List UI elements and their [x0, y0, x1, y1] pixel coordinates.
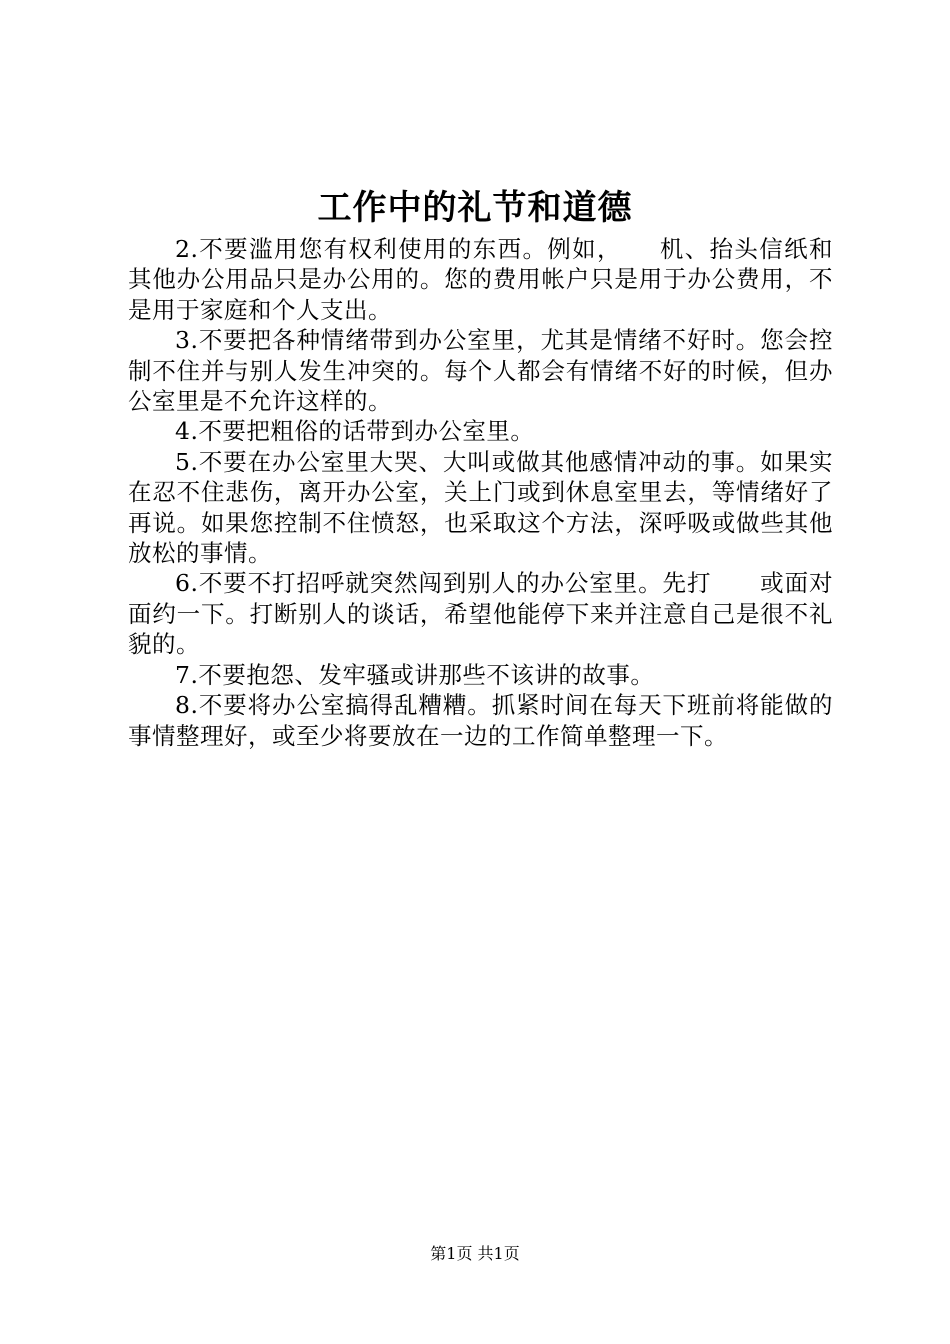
paragraph-item-7: 7.不要抱怨、发牢骚或讲那些不该讲的故事。: [175, 660, 655, 689]
paragraph-item-2: 2.不要滥用您有权利使用的东西。例如， 机、抬头信纸和其他办公用品只是办公用的。您的费用帐户只是用于办公费用，不是用于家庭和个人支出。: [128, 235, 833, 324]
paragraph-item-3: 3.不要把各种情绪带到办公室里，尤其是情绪不好时。您会控制不住并与别人发生冲突的。每个人都会有情绪不好的时候，但办公室里是不允许这样的。: [128, 326, 833, 416]
page-title: 工作中的礼节和道德: [317, 188, 633, 228]
paragraph-item-4: 4.不要把粗俗的话带到办公室里。: [175, 417, 535, 446]
paragraph-item-5: 5.不要在办公室里大哭、大叫或做其他感情冲动的事。如果实在忍不住悲伤，离开办公室，关上门或到休息室里去，等情绪好了再说。如果您控制不住愤怒，也采取这个方法，深呼吸或做些其他放松的事情。: [128, 447, 833, 568]
page-footer: 第1页 共1页: [430, 1244, 520, 1263]
document-body: [128, 234, 833, 751]
paragraph-item-6: 6.不要不打招呼就突然闯到别人的办公室里。先打 或面对面约一下。打断别人的谈话，希望他能停下来并注意自己是很不礼貌的。: [128, 569, 833, 659]
paragraph-item-8: 8.不要将办公室搞得乱糟糟。抓紧时间在每天下班前将能做的事情整理好，或至少将要放在一边的工作简单整理一下。: [128, 691, 833, 750]
